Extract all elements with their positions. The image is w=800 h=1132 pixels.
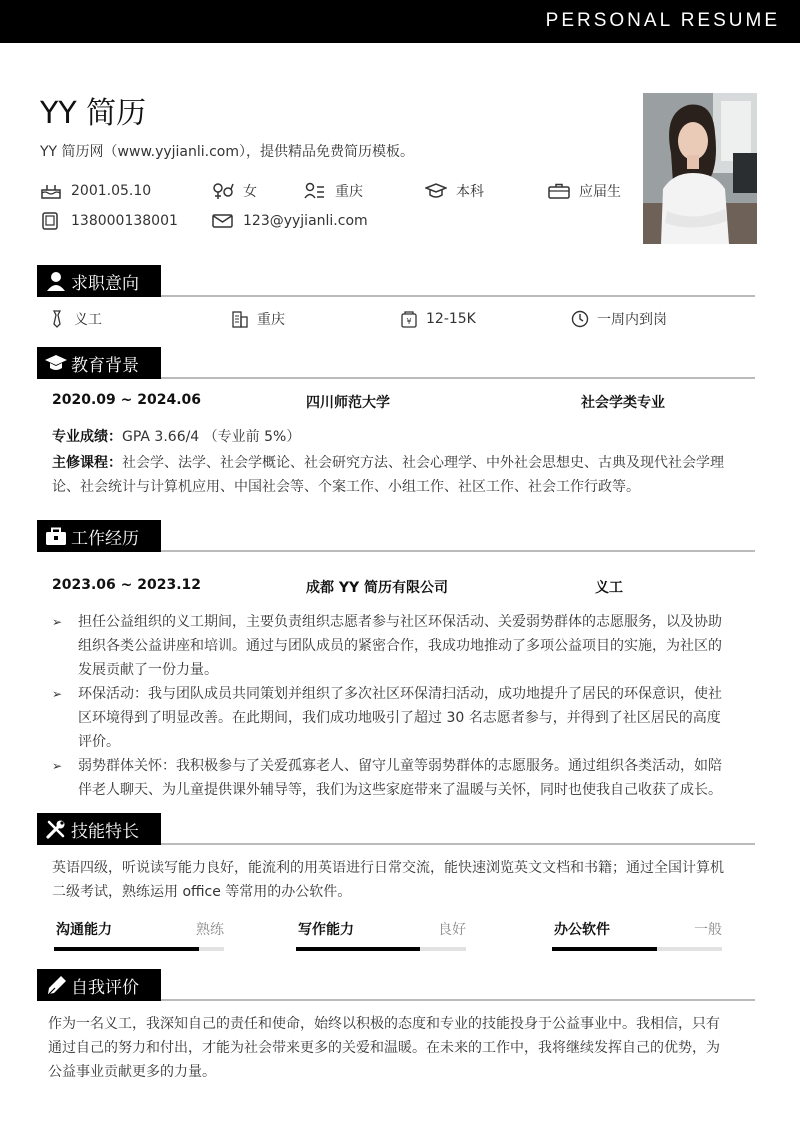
clock-icon xyxy=(571,310,589,328)
work-period: 2023.06 ~ 2023.12 xyxy=(52,577,202,593)
building-icon xyxy=(231,310,249,328)
email-value: 123@yyjianli.com xyxy=(243,213,368,229)
bullet-line: 区环境得到了明显改善。在此期间，我们成功地吸引了超过 30 名志愿者参与，并得到了社区居民的高度 xyxy=(78,710,721,726)
location-value: 重庆 xyxy=(335,184,363,200)
intent-job-value: 义工 xyxy=(74,312,102,328)
cake-icon xyxy=(40,182,62,200)
work-role: 义工 xyxy=(595,580,623,596)
work-company: 成都 YY 简历有限公司 xyxy=(306,580,449,596)
work-bullets xyxy=(52,610,732,802)
skill-fill xyxy=(54,947,199,951)
bullet-line: 发展贡献了一份力量。 xyxy=(78,662,218,678)
wrench-screwdriver-icon xyxy=(45,819,67,839)
self-eval-line: 作为一名义工，我深知自己的责任和使命，始终以积极的态度和专业的技能投身于公益事业中。我相信，只有 xyxy=(48,1016,720,1032)
edu-period: 2020.09 ~ 2024.06 xyxy=(52,392,202,408)
skill-name: 沟通能力 xyxy=(56,922,112,938)
person-list-icon xyxy=(304,182,326,200)
section-divider xyxy=(161,550,755,552)
list-item xyxy=(52,754,732,802)
edu-courses-label: 主修课程： xyxy=(52,455,122,471)
self-evaluation xyxy=(48,1012,758,1084)
section-tab-self xyxy=(37,969,161,1001)
arrow-bullet-icon: ➢ xyxy=(52,759,63,773)
skills-line: 二级考试，熟练运用 office 等常用的办公软件。 xyxy=(52,884,352,900)
skills-line: 英语四级，听说读写能力良好，能流利的用英语进行日常交流，能快速浏览英文文档和书籍；通过全国计算机 xyxy=(52,860,724,876)
graduation-cap-icon xyxy=(425,182,447,200)
edu-major: 社会学类专业 xyxy=(581,395,665,411)
section-header-self xyxy=(37,969,755,1003)
section-title-intent: 求职意向 xyxy=(71,273,139,294)
intent-city-value: 重庆 xyxy=(257,312,285,328)
user-icon xyxy=(45,271,67,291)
info-birthday xyxy=(40,181,151,201)
arrow-bullet-icon: ➢ xyxy=(52,615,63,629)
self-eval-line: 公益事业贡献更多的力量。 xyxy=(48,1064,216,1080)
section-tab-education xyxy=(37,347,161,379)
section-title-education: 教育背景 xyxy=(71,355,139,376)
intent-salary-value: 12-15K xyxy=(426,311,476,327)
resume-name: YY 简历 xyxy=(40,96,147,131)
section-header-work xyxy=(37,520,755,554)
skill-bar xyxy=(552,919,722,959)
intent-salary xyxy=(400,309,476,329)
edu-school: 四川师范大学 xyxy=(306,395,390,411)
bullet-line: 担任公益组织的义工期间，主要负责组织志愿者参与社区环保活动、关爱弱势群体的志愿服务，以及协助 xyxy=(78,614,722,630)
tie-icon xyxy=(48,310,66,328)
status-value: 应届生 xyxy=(579,184,621,200)
bullet-line: 环保活动：我与团队成员共同策划并组织了多次社区环保清扫活动，成功地提升了居民的环保意识，使社 xyxy=(78,686,722,702)
phone-value: 138000138001 xyxy=(71,213,178,229)
edu-grade xyxy=(52,425,742,449)
intent-city xyxy=(231,309,285,329)
intent-availability-value: 一周内到岗 xyxy=(597,312,667,328)
mail-icon xyxy=(212,212,234,230)
skill-fill xyxy=(552,947,657,951)
section-header-intent xyxy=(37,265,755,299)
wallet-icon xyxy=(400,310,418,328)
skill-track xyxy=(54,947,224,951)
section-divider xyxy=(161,295,755,297)
list-item xyxy=(52,682,732,754)
skill-name: 办公软件 xyxy=(554,922,610,938)
edu-courses xyxy=(52,451,752,499)
briefcase-icon xyxy=(548,182,570,200)
info-gender xyxy=(212,181,257,201)
info-location xyxy=(304,181,363,201)
graduation-cap-icon xyxy=(45,353,67,373)
section-divider xyxy=(161,843,755,845)
section-header-skills xyxy=(37,813,755,847)
edu-grade-value: GPA 3.66/4 （专业前 5%） xyxy=(122,429,301,445)
education-value: 本科 xyxy=(456,184,484,200)
svg-text:¥: ¥ xyxy=(406,317,412,326)
bullet-line: 评价。 xyxy=(78,734,120,750)
skill-track xyxy=(296,947,466,951)
section-title-skills: 技能特长 xyxy=(71,821,139,842)
intent-job xyxy=(48,309,102,329)
skill-bar xyxy=(296,919,466,959)
skill-level: 良好 xyxy=(438,922,466,938)
bullet-line: 伴老人聊天、为儿童提供课外辅导等，我们为这些家庭带来了温暖与关怀，同时也使我自己收获了成长。 xyxy=(78,782,722,798)
gender-value: 女 xyxy=(243,184,257,200)
skill-fill xyxy=(296,947,420,951)
section-tab-skills xyxy=(37,813,161,845)
section-tab-intent xyxy=(37,265,161,297)
profile-photo xyxy=(643,93,757,244)
bullet-line: 组织各类公益讲座和培训。通过与团队成员的紧密合作，我成功地推动了多项公益项目的实施，为社区的 xyxy=(78,638,722,654)
intent-availability xyxy=(571,309,667,329)
toolbox-icon xyxy=(45,526,67,546)
birthday-value: 2001.05.10 xyxy=(71,183,152,199)
arrow-bullet-icon: ➢ xyxy=(52,687,63,701)
pen-icon xyxy=(45,975,67,995)
section-divider xyxy=(161,377,755,379)
bullet-line: 弱势群体关怀：我积极参与了关爱孤寡老人、留守儿童等弱势群体的志愿服务。通过组织各类活动，如陪 xyxy=(78,758,722,774)
section-tab-work xyxy=(37,520,161,552)
skill-name: 写作能力 xyxy=(298,922,354,938)
skill-level: 一般 xyxy=(694,922,722,938)
section-header-education xyxy=(37,347,755,381)
resume-tagline: YY 简历网（www.yyjianli.com），提供精品免费简历模板。 xyxy=(40,144,414,160)
info-email xyxy=(212,211,368,231)
info-education xyxy=(425,181,484,201)
section-title-self: 自我评价 xyxy=(71,977,139,998)
banner-title: PERSONAL RESUME xyxy=(545,10,780,31)
skill-track xyxy=(552,947,722,951)
gender-icon xyxy=(212,182,234,200)
section-title-work: 工作经历 xyxy=(71,528,139,549)
edu-grade-label: 专业成绩： xyxy=(52,429,122,445)
self-eval-line: 通过自己的努力和付出，才能为社会带来更多的关爱和温暖。在未来的工作中，我将继续发挥自己的优势，为 xyxy=(48,1040,720,1056)
edu-courses-line: 论、社会统计与计算机应用、中国社会等、个案工作、小组工作、社区工作、社会工作行政等。 xyxy=(52,479,640,495)
skills-description xyxy=(52,856,752,904)
top-banner xyxy=(0,0,800,43)
phone-icon xyxy=(40,212,62,230)
list-item xyxy=(52,610,732,682)
skill-bar xyxy=(54,919,224,959)
skill-level: 熟练 xyxy=(196,922,224,938)
section-divider xyxy=(161,999,755,1001)
info-status xyxy=(548,181,621,201)
edu-courses-line: 社会学、法学、社会学概论、社会研究方法、社会心理学、中外社会思想史、古典及现代社会学理 xyxy=(122,455,724,471)
info-phone xyxy=(40,211,178,231)
